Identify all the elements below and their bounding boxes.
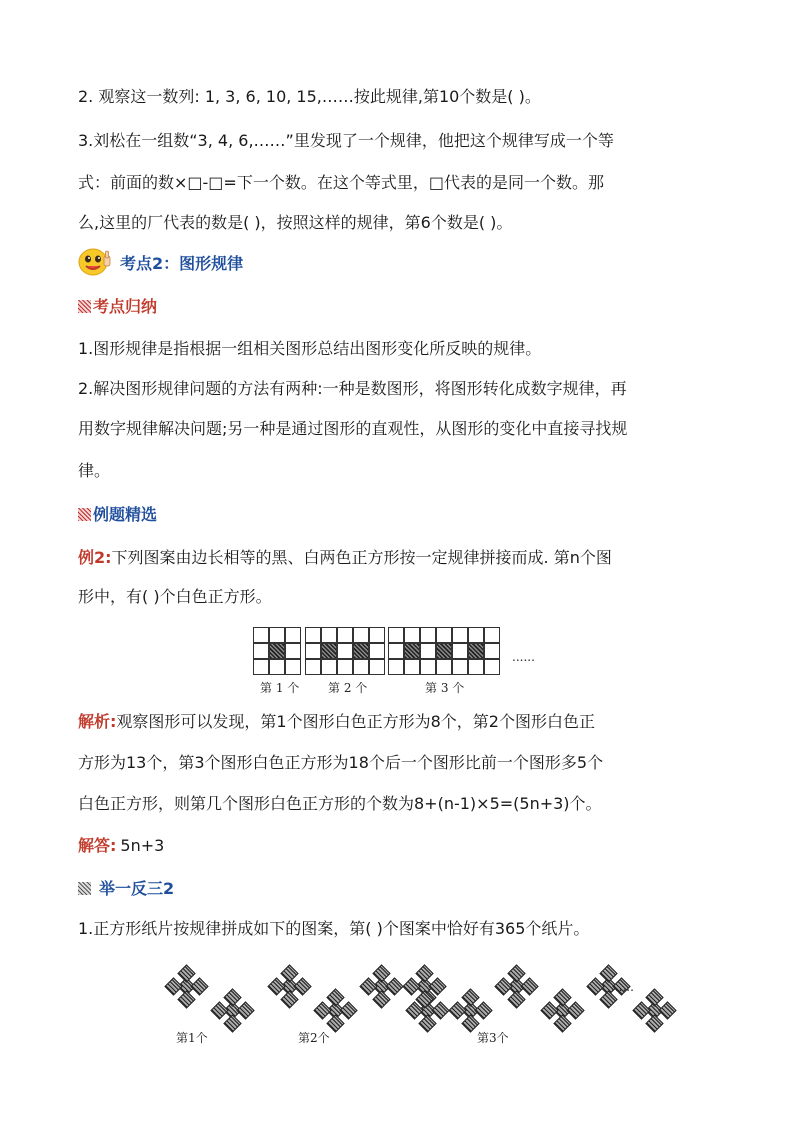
white-square: [468, 627, 484, 643]
white-square: [388, 643, 404, 659]
paper-tile: [632, 1001, 650, 1019]
practice-figure-label-3: 第3个: [477, 1031, 509, 1045]
smiley-thumbs-up-icon: [78, 246, 112, 276]
white-square: [321, 659, 337, 675]
example-heading: 例题精选: [93, 505, 158, 524]
summary-point-2-line-1: 2.解决图形规律问题的方法有两种:一种是数图形，将图形转化成数字规律，再: [78, 379, 627, 398]
answer-row: [78, 835, 164, 857]
answer-value: 5n+3: [120, 836, 165, 855]
practice-heading-row: [78, 878, 174, 900]
white-square: [468, 659, 484, 675]
paper-tile: [520, 977, 538, 995]
paper-tile: [267, 977, 285, 995]
paper-tile: [418, 1014, 436, 1032]
practice-figure-label-2: 第2个: [298, 1031, 330, 1045]
analysis-line-3: 白色正方形，则第几个图形白色正方形的个数为8+(n-1)×5=(5n+3)个。: [78, 794, 602, 813]
question-3-line-3: 么,这里的厂代表的数是( )，按照这样的规律，第6个数是( )。: [78, 213, 513, 232]
summary-point-2-line-3: 律。: [78, 461, 111, 480]
white-square: [369, 659, 385, 675]
white-square: [420, 659, 436, 675]
white-square: [404, 627, 420, 643]
black-square: [404, 643, 420, 659]
paper-tile: [326, 988, 344, 1006]
white-square: [285, 643, 301, 659]
white-square: [388, 659, 404, 675]
example-figure-label-2: 第 2 个: [328, 681, 368, 695]
paper-tile: [658, 1001, 676, 1019]
white-square: [436, 627, 452, 643]
summary-point-2-line-2: 用数字规律解决问题;另一种是通过图形的直观性，从图形的变化中直接寻找规: [78, 419, 628, 438]
example-figure-label-3: 第 3 个: [425, 681, 465, 695]
white-square: [452, 659, 468, 675]
white-square: [369, 627, 385, 643]
paper-tile: [645, 1014, 663, 1032]
hatch-bullet-icon: [78, 882, 91, 895]
white-square: [484, 627, 500, 643]
white-square: [337, 627, 353, 643]
paper-tile: [494, 977, 512, 995]
white-square: [337, 659, 353, 675]
black-square: [269, 643, 285, 659]
paper-tile: [164, 977, 182, 995]
example-ellipsis: ......: [512, 650, 535, 664]
example-figure-label-1: 第 1 个: [260, 681, 300, 695]
example-heading-row: [78, 504, 157, 526]
paper-tile: [190, 977, 208, 995]
practice-figure-label-1: 第1个: [176, 1031, 208, 1045]
black-square: [436, 643, 452, 659]
paper-tile: [553, 1014, 571, 1032]
paper-tile: [507, 964, 525, 982]
example-label: 例2:: [78, 548, 112, 567]
paper-tile: [507, 990, 525, 1008]
white-square: [420, 627, 436, 643]
black-square: [321, 643, 337, 659]
summary-point-1: 1.图形规律是指根据一组相关图形总结出图形变化所反映的规律。: [78, 339, 542, 358]
paper-tile: [474, 1001, 492, 1019]
black-square: [468, 643, 484, 659]
white-square: [305, 659, 321, 675]
practice-heading: 举一反三2: [99, 879, 175, 898]
white-square: [420, 643, 436, 659]
answer-label: 解答:: [78, 836, 117, 855]
paper-tile: [415, 964, 433, 982]
paper-tile: [540, 1001, 558, 1019]
paper-tile: [280, 990, 298, 1008]
paper-tile: [372, 964, 390, 982]
paper-tile: [645, 988, 663, 1006]
question-3-line-2: 式：前面的数×□-□=下一个数。在这个等式里，□代表的是同一个数。那: [78, 173, 604, 192]
analysis-label: 解析:: [78, 712, 117, 731]
white-square: [484, 659, 500, 675]
example-line-1: [78, 547, 612, 569]
summary-heading-row: [78, 296, 157, 318]
white-square: [321, 627, 337, 643]
paper-tile: [402, 977, 420, 995]
white-square: [484, 643, 500, 659]
analysis-text-1: 观察图形可以发现，第1个图形白色正方形为8个，第2个图形白色正: [116, 712, 595, 731]
hatch-bullet-icon: [78, 300, 91, 313]
paper-tile: [566, 1001, 584, 1019]
paper-tile: [385, 977, 403, 995]
white-square: [269, 627, 285, 643]
paper-tile: [177, 990, 195, 1008]
example-text-1: 下列图案由边长相等的黑、白两色正方形按一定规律拼接而成. 第n个图: [111, 548, 612, 567]
paper-tile: [223, 1014, 241, 1032]
paper-tile: [293, 977, 311, 995]
paper-tile: [339, 1001, 357, 1019]
paper-tile: [431, 1001, 449, 1019]
paper-tile: [210, 1001, 228, 1019]
white-square: [337, 643, 353, 659]
hatch-bullet-icon: [78, 508, 91, 521]
analysis-line-1: [78, 711, 595, 733]
paper-tile: [313, 1001, 331, 1019]
paper-tile: [448, 1001, 466, 1019]
white-square: [369, 643, 385, 659]
white-square: [353, 659, 369, 675]
black-square: [353, 643, 369, 659]
white-square: [353, 627, 369, 643]
white-square: [269, 659, 285, 675]
white-square: [253, 659, 269, 675]
white-square: [305, 643, 321, 659]
paper-tile: [236, 1001, 254, 1019]
paper-tile: [372, 990, 390, 1008]
summary-heading: 考点归纳: [93, 297, 158, 316]
white-square: [285, 659, 301, 675]
paper-tile: [177, 964, 195, 982]
analysis-line-2: 方形为13个，第3个图形白色正方形为18个后一个图形比前一个图形多5个: [78, 753, 604, 772]
white-square: [404, 659, 420, 675]
practice-question-1: 1.正方形纸片按规律拼成如下的图案，第( )个图案中恰好有365个纸片。: [78, 919, 590, 938]
paper-tile: [280, 964, 298, 982]
paper-tile: [359, 977, 377, 995]
paper-tile: [461, 988, 479, 1006]
white-square: [305, 627, 321, 643]
practice-ellipsis: ......: [611, 980, 634, 994]
white-square: [452, 627, 468, 643]
white-square: [253, 643, 269, 659]
white-square: [253, 627, 269, 643]
question-2: 2. 观察这一数列: 1, 3, 6, 10, 15,……按此规律,第10个数是( )。: [78, 87, 541, 106]
paper-tile: [553, 988, 571, 1006]
white-square: [285, 627, 301, 643]
example-line-2: 形中，有( )个白色正方形。: [78, 587, 272, 606]
paper-tile: [586, 977, 604, 995]
section-title: 考点2：图形规律: [120, 254, 244, 273]
white-square: [436, 659, 452, 675]
white-square: [452, 643, 468, 659]
white-square: [388, 627, 404, 643]
question-3-line-1: 3.刘松在一组数“3, 4, 6,……”里发现了一个规律，他把这个规律写成一个等: [78, 131, 614, 150]
paper-tile: [223, 988, 241, 1006]
